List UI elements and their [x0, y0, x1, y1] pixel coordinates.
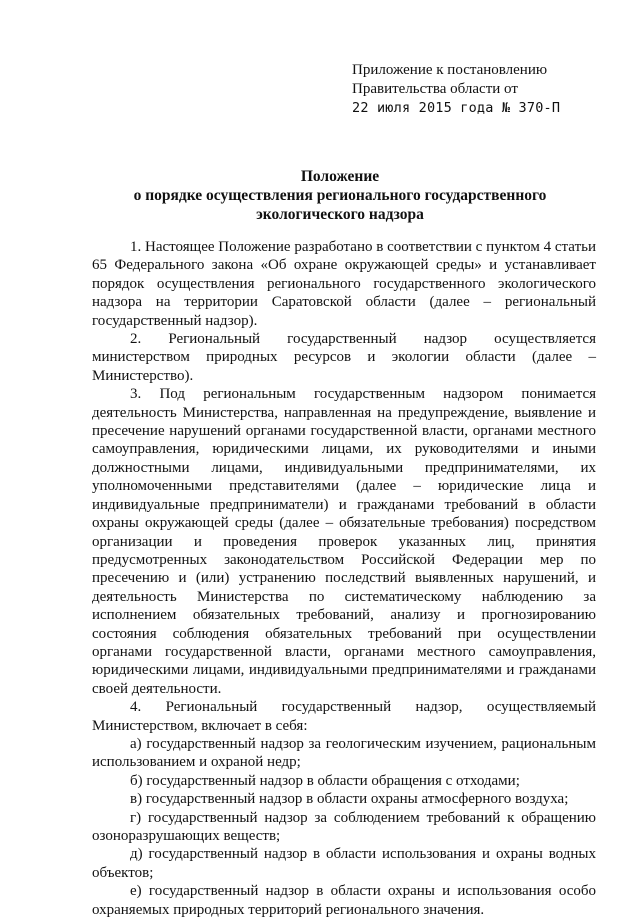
list-item-v: в) государственный надзор в области охраны атмосферного воздуха;	[130, 791, 569, 808]
appendix-date-line: 22 июля 2015 года № 370-П	[352, 100, 561, 116]
title-line-3: экологического надзора	[256, 206, 424, 223]
list-item-e: е) государственный надзор в области охраны и использования особо охраняемых природных территорий регионального значения.	[92, 883, 596, 918]
appendix-header	[352, 61, 560, 118]
list-item-d: д) государственный надзор в области использования и охраны водных объектов;	[92, 846, 596, 881]
appendix-line-1: Приложение к постановлению	[352, 62, 548, 78]
document-title	[80, 167, 600, 224]
list-item-b: б) государственный надзор в области обращения с отходами;	[130, 772, 520, 789]
paragraph-1: 1. Настоящее Положение разработано в соответствии с пунктом 4 статьи 65 Федерального закона «Об охране окружающей среды» и устанавливает порядок осуществления регионального государственного экологического надзора на территории Саратовской области (далее – региональный государственный надзор).	[92, 239, 596, 329]
paragraph-4: 4. Региональный государственный надзор, осуществляемый Министерством, включает в себя:	[92, 699, 596, 734]
list-item-g: г) государственный надзор за соблюдением требований к обращению озоноразрушающих веществ;	[92, 809, 596, 844]
paragraph-2: 2. Региональный государственный надзор осуществляется министерством природных ресурсов и экологии области (далее – Министерство).	[92, 331, 596, 384]
appendix-line-2: Правительства области от	[352, 81, 518, 97]
list-item-a: а) государственный надзор за геологическим изучением, рациональным использованием и охраной недр;	[92, 735, 596, 771]
title-line-1: Положение	[300, 168, 380, 185]
document-body	[92, 238, 596, 919]
title-line-2: о порядке осуществления регионального государственного	[133, 187, 547, 204]
paragraph-3: 3. Под региональным государственным надзором понимается деятельность Министерства, направленная на предупреждение, выявление и пресечение нарушений органами государственной власти, органами местного самоуправления, юридическими лицами, их руководителями и иными должностными лицами, индивидуальными предпринимателями, их уполномоченными представителями (далее – юридические лица и индивидуальные предприниматели) и гражданами требований в области охраны окружающей среды (далее – обязательные требования) посредством организации и проведения проверок указанных лиц, принятия предусмотренных законодательством Российской Федерации мер по пресечению и (или) устранению последствий выявленных нарушений, и деятельность Министерства по систематическому наблюдению за исполнением обязательных требований, анализу и прогнозированию состояния соблюдения обязательных требований при осуществлении органами государственной власти, органами местного самоуправления, юридическими лицами, индивидуальными предпринимателями и гражданами своей деятельности.	[92, 386, 596, 697]
